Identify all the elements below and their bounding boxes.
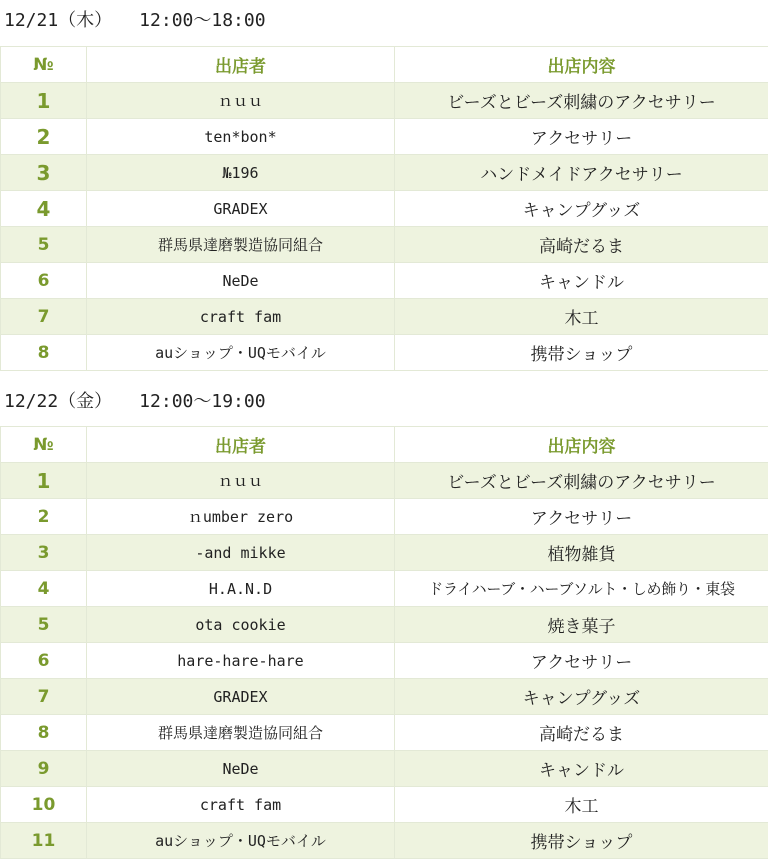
vendor-name: auショップ・UQモバイル <box>87 823 395 859</box>
table-row <box>1 83 768 119</box>
vendor-content: キャンプグッズ <box>395 679 768 715</box>
vendor-content: ビーズとビーズ刺繍のアクセサリー <box>395 83 768 119</box>
vendor-content: ハンドメイドアクセサリー <box>395 155 768 191</box>
vendor-content: 高崎だるま <box>395 715 768 751</box>
table-row <box>1 119 768 155</box>
row-number: 9 <box>1 751 87 787</box>
vendor-name: GRADEX <box>87 191 395 227</box>
vendor-content: キャンドル <box>395 263 768 299</box>
row-number: 2 <box>1 499 87 535</box>
day-1-table <box>0 46 768 371</box>
vendor-name: ｎｕｕ <box>87 463 395 499</box>
vendor-content: 携帯ショップ <box>395 335 768 371</box>
vendor-name: №196 <box>87 155 395 191</box>
row-number: 8 <box>1 715 87 751</box>
table-row <box>1 823 768 859</box>
vendor-content: 高崎だるま <box>395 227 768 263</box>
column-header-no: № <box>1 47 87 83</box>
row-number: 4 <box>1 571 87 607</box>
vendor-name: ｎｕｕ <box>87 83 395 119</box>
vendor-content: キャンプグッズ <box>395 191 768 227</box>
vendor-content: ドライハーブ・ハーブソルト・しめ飾り・東袋 <box>395 571 768 607</box>
vendor-content: アクセサリー <box>395 643 768 679</box>
day-2-table <box>0 426 768 859</box>
table-row <box>1 607 768 643</box>
row-number: 6 <box>1 643 87 679</box>
vendor-name: craft fam <box>87 299 395 335</box>
table-header-row <box>1 427 768 463</box>
row-number: 3 <box>1 155 87 191</box>
vendor-content: 焼き菓子 <box>395 607 768 643</box>
vendor-content: 植物雑貨 <box>395 535 768 571</box>
vendor-name: -and mikke <box>87 535 395 571</box>
table-row <box>1 335 768 371</box>
table-row <box>1 679 768 715</box>
vendor-name: NeDe <box>87 751 395 787</box>
vendor-content: 木工 <box>395 299 768 335</box>
column-header-vendor: 出店者 <box>87 47 395 83</box>
table-row <box>1 499 768 535</box>
table-row <box>1 155 768 191</box>
table-row <box>1 299 768 335</box>
row-number: 1 <box>1 83 87 119</box>
table-header-row <box>1 47 768 83</box>
table-row <box>1 463 768 499</box>
row-number: 6 <box>1 263 87 299</box>
row-number: 4 <box>1 191 87 227</box>
vendor-content: アクセサリー <box>395 119 768 155</box>
vendor-name: craft fam <box>87 787 395 823</box>
vendor-name: 群馬県達磨製造協同組合 <box>87 227 395 263</box>
table-row <box>1 787 768 823</box>
day-2-heading: 12/22（金） 12:00〜19:00 <box>4 387 266 417</box>
row-number: 3 <box>1 535 87 571</box>
table-row <box>1 535 768 571</box>
column-header-content: 出店内容 <box>395 427 768 463</box>
vendor-name: GRADEX <box>87 679 395 715</box>
vendor-name: H.A.N.D <box>87 571 395 607</box>
vendor-name: hare-hare-hare <box>87 643 395 679</box>
row-number: 1 <box>1 463 87 499</box>
row-number: 2 <box>1 119 87 155</box>
table-row <box>1 191 768 227</box>
table-row <box>1 571 768 607</box>
vendor-name: ｎumber zero <box>87 499 395 535</box>
row-number: 7 <box>1 299 87 335</box>
vendor-content: 携帯ショップ <box>395 823 768 859</box>
column-header-no: № <box>1 427 87 463</box>
table-row <box>1 643 768 679</box>
row-number: 8 <box>1 335 87 371</box>
vendor-name: ota cookie <box>87 607 395 643</box>
vendor-name: NeDe <box>87 263 395 299</box>
table-row <box>1 751 768 787</box>
vendor-name: ten*bon* <box>87 119 395 155</box>
table-row <box>1 263 768 299</box>
table-row <box>1 227 768 263</box>
row-number: 5 <box>1 607 87 643</box>
row-number: 7 <box>1 679 87 715</box>
vendor-content: ビーズとビーズ刺繍のアクセサリー <box>395 463 768 499</box>
vendor-name: 群馬県達磨製造協同組合 <box>87 715 395 751</box>
column-header-vendor: 出店者 <box>87 427 395 463</box>
vendor-content: アクセサリー <box>395 499 768 535</box>
day-1-heading: 12/21（木） 12:00〜18:00 <box>4 6 266 36</box>
row-number: 11 <box>1 823 87 859</box>
column-header-content: 出店内容 <box>395 47 768 83</box>
vendor-content: キャンドル <box>395 751 768 787</box>
vendor-name: auショップ・UQモバイル <box>87 335 395 371</box>
row-number: 5 <box>1 227 87 263</box>
vendor-content: 木工 <box>395 787 768 823</box>
row-number: 10 <box>1 787 87 823</box>
table-row <box>1 715 768 751</box>
